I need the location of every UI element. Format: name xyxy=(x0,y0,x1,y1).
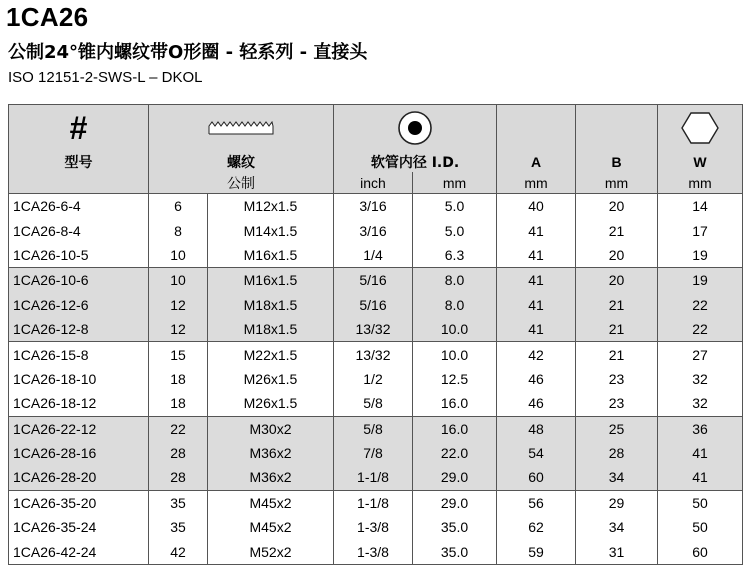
cell-thread: M26x1.5 xyxy=(208,367,334,391)
cell-hose-inch: 5/8 xyxy=(334,391,413,416)
cell-size: 18 xyxy=(149,391,208,416)
table-row xyxy=(9,367,743,391)
cell-size: 10 xyxy=(149,243,208,268)
cell-b: 29 xyxy=(576,490,658,515)
cell-part-number: 1CA26-10-6 xyxy=(9,268,149,293)
b-label: B xyxy=(576,151,658,172)
cell-hose-mm: 29.0 xyxy=(413,465,497,490)
cell-part-number: 1CA26-35-20 xyxy=(9,490,149,515)
cell-w: 41 xyxy=(692,469,708,486)
b-icon-cell xyxy=(576,105,658,152)
cell-thread: M36x2 xyxy=(208,441,334,465)
cell-hose-mm: 8.0 xyxy=(413,268,497,293)
cell-hose-mm: 35.0 xyxy=(413,515,497,539)
table-row xyxy=(9,317,743,342)
part-hash-cell xyxy=(9,105,149,152)
cell-thread: M16x1.5 xyxy=(208,268,334,293)
cell-b: 21 xyxy=(576,317,658,342)
cell-a: 54 xyxy=(497,441,576,465)
cell-a: 48 xyxy=(497,416,576,441)
cell-hose-mm: 5.0 xyxy=(413,194,497,219)
cell-b: 21 xyxy=(576,342,658,367)
cell-a: 41 xyxy=(497,218,576,242)
thread-profile-icon xyxy=(149,120,333,136)
hose-id-label: 软管内径 I.D. xyxy=(334,151,497,172)
cell-size: 18 xyxy=(149,367,208,391)
cell-size: 10 xyxy=(149,268,208,293)
cell-a: 40 xyxy=(497,194,576,219)
cell-thread: M45x2 xyxy=(208,515,334,539)
table-row xyxy=(9,218,743,242)
cell-thread: M45x2 xyxy=(208,490,334,515)
a-unit: mm xyxy=(497,172,576,194)
cell-a: 59 xyxy=(497,539,576,564)
cell-w: 22 xyxy=(692,296,708,313)
cell-a: 60 xyxy=(497,465,576,490)
cell-w: 50 xyxy=(692,494,708,511)
cell-b: 34 xyxy=(576,465,658,490)
cell-w: 32 xyxy=(692,395,708,412)
table-row xyxy=(9,441,743,465)
cell-part-number: 1CA26-10-5 xyxy=(9,243,149,268)
table-row xyxy=(9,465,743,490)
cell-part-number: 1CA26-28-16 xyxy=(9,441,149,465)
cell-b: 23 xyxy=(576,391,658,416)
cell-a: 62 xyxy=(497,515,576,539)
thread-sub-label: 公制 xyxy=(149,172,334,194)
cell-a: 41 xyxy=(497,317,576,342)
cell-b: 34 xyxy=(576,515,658,539)
spec-table xyxy=(8,104,743,565)
cell-a: 42 xyxy=(497,342,576,367)
cell-w: 32 xyxy=(692,370,708,387)
cell-size: 42 xyxy=(149,539,208,564)
cell-hose-inch: 13/32 xyxy=(334,317,413,342)
page-title: 1CA26 xyxy=(6,2,89,32)
cell-hose-inch: 1-1/8 xyxy=(334,465,413,490)
cell-part-number: 1CA26-18-10 xyxy=(9,367,149,391)
cell-b: 21 xyxy=(576,218,658,242)
part-unit-blank xyxy=(9,172,149,194)
table-row xyxy=(9,416,743,441)
table-row xyxy=(9,293,743,317)
cell-size: 15 xyxy=(149,342,208,367)
cell-b: 20 xyxy=(576,268,658,293)
cell-hose-inch: 5/16 xyxy=(334,293,413,317)
cell-w: 14 xyxy=(692,198,708,215)
thread-icon-cell xyxy=(149,105,334,152)
cell-w: 41 xyxy=(692,445,708,462)
b-unit: mm xyxy=(576,172,658,194)
cell-b: 20 xyxy=(576,243,658,268)
table-row xyxy=(9,194,743,219)
cell-hose-inch: 7/8 xyxy=(334,441,413,465)
cell-hose-mm: 5.0 xyxy=(413,218,497,242)
cell-w: 22 xyxy=(692,321,708,338)
table-row xyxy=(9,490,743,515)
cell-thread: M22x1.5 xyxy=(208,342,334,367)
cell-size: 8 xyxy=(149,218,208,242)
table-row xyxy=(9,391,743,416)
cell-part-number: 1CA26-42-24 xyxy=(9,539,149,564)
cell-thread: M52x2 xyxy=(208,539,334,564)
table-row xyxy=(9,342,743,367)
hose-unit-inch: inch xyxy=(334,172,413,194)
table-row xyxy=(9,243,743,268)
cell-a: 46 xyxy=(497,367,576,391)
hose-icon-cell xyxy=(334,105,497,152)
cell-size: 28 xyxy=(149,441,208,465)
cell-hose-mm: 8.0 xyxy=(413,293,497,317)
cell-hose-inch: 5/16 xyxy=(334,268,413,293)
cell-size: 28 xyxy=(149,465,208,490)
cell-hose-mm: 6.3 xyxy=(413,243,497,268)
cell-size: 22 xyxy=(149,416,208,441)
cell-w: 19 xyxy=(692,246,708,263)
cell-thread: M36x2 xyxy=(208,465,334,490)
a-label: A xyxy=(497,151,576,172)
cell-thread: M30x2 xyxy=(208,416,334,441)
cell-hose-mm: 35.0 xyxy=(413,539,497,564)
cell-size: 12 xyxy=(149,317,208,342)
cell-size: 35 xyxy=(149,490,208,515)
cell-b: 25 xyxy=(576,416,658,441)
table-row xyxy=(9,268,743,293)
cell-w: 17 xyxy=(692,222,708,239)
cell-w: 50 xyxy=(692,519,708,536)
cell-hose-mm: 10.0 xyxy=(413,342,497,367)
cell-size: 12 xyxy=(149,293,208,317)
cell-hose-inch: 1/4 xyxy=(334,243,413,268)
hose-cross-section-icon xyxy=(334,110,496,146)
thread-label: 螺纹 xyxy=(149,151,334,172)
cell-part-number: 1CA26-6-4 xyxy=(9,194,149,219)
table-header xyxy=(9,105,743,194)
cell-hose-inch: 1-3/8 xyxy=(334,515,413,539)
w-icon-cell xyxy=(658,105,743,152)
cell-b: 23 xyxy=(576,367,658,391)
cell-part-number: 1CA26-22-12 xyxy=(9,416,149,441)
cell-hose-inch: 3/16 xyxy=(334,194,413,219)
a-icon-cell xyxy=(497,105,576,152)
hash-symbol: # xyxy=(69,110,88,146)
cell-part-number: 1CA26-35-24 xyxy=(9,515,149,539)
cell-hose-inch: 3/16 xyxy=(334,218,413,242)
table-row xyxy=(9,539,743,564)
standard-designation: ISO 12151-2-SWS-L – DKOL xyxy=(8,69,203,86)
cell-b: 28 xyxy=(576,441,658,465)
cell-a: 41 xyxy=(497,268,576,293)
hex-nut-icon xyxy=(658,111,742,145)
cell-part-number: 1CA26-15-8 xyxy=(9,342,149,367)
table-body xyxy=(9,194,743,565)
cell-part-number: 1CA26-12-6 xyxy=(9,293,149,317)
cell-part-number: 1CA26-8-4 xyxy=(9,218,149,242)
cell-w: 60 xyxy=(692,543,708,560)
cell-hose-mm: 22.0 xyxy=(413,441,497,465)
page-subtitle: 公制24°锥内螺纹带O形圈 - 轻系列 - 直接头 xyxy=(8,42,368,63)
cell-w: 19 xyxy=(692,272,708,289)
cell-w: 27 xyxy=(692,346,708,363)
w-label: W xyxy=(693,153,707,170)
cell-thread: M18x1.5 xyxy=(208,317,334,342)
cell-hose-mm: 16.0 xyxy=(413,391,497,416)
cell-b: 20 xyxy=(576,194,658,219)
cell-thread: M12x1.5 xyxy=(208,194,334,219)
cell-part-number: 1CA26-18-12 xyxy=(9,391,149,416)
cell-a: 56 xyxy=(497,490,576,515)
cell-hose-mm: 16.0 xyxy=(413,416,497,441)
cell-a: 41 xyxy=(497,243,576,268)
cell-w: 36 xyxy=(692,420,708,437)
cell-thread: M18x1.5 xyxy=(208,293,334,317)
cell-hose-inch: 1/2 xyxy=(334,367,413,391)
cell-thread: M14x1.5 xyxy=(208,218,334,242)
hose-unit-mm: mm xyxy=(413,172,497,194)
cell-a: 46 xyxy=(497,391,576,416)
cell-hose-mm: 10.0 xyxy=(413,317,497,342)
cell-hose-mm: 12.5 xyxy=(413,367,497,391)
cell-hose-inch: 1-1/8 xyxy=(334,490,413,515)
part-label: 型号 xyxy=(9,151,149,172)
cell-b: 31 xyxy=(576,539,658,564)
cell-size: 35 xyxy=(149,515,208,539)
cell-hose-inch: 13/32 xyxy=(334,342,413,367)
cell-thread: M16x1.5 xyxy=(208,243,334,268)
cell-hose-inch: 1-3/8 xyxy=(334,539,413,564)
cell-part-number: 1CA26-12-8 xyxy=(9,317,149,342)
cell-thread: M26x1.5 xyxy=(208,391,334,416)
cell-b: 21 xyxy=(576,293,658,317)
cell-hose-inch: 5/8 xyxy=(334,416,413,441)
cell-a: 41 xyxy=(497,293,576,317)
cell-part-number: 1CA26-28-20 xyxy=(9,465,149,490)
cell-hose-mm: 29.0 xyxy=(413,490,497,515)
table-row xyxy=(9,515,743,539)
cell-size: 6 xyxy=(149,194,208,219)
w-unit: mm xyxy=(688,174,712,191)
